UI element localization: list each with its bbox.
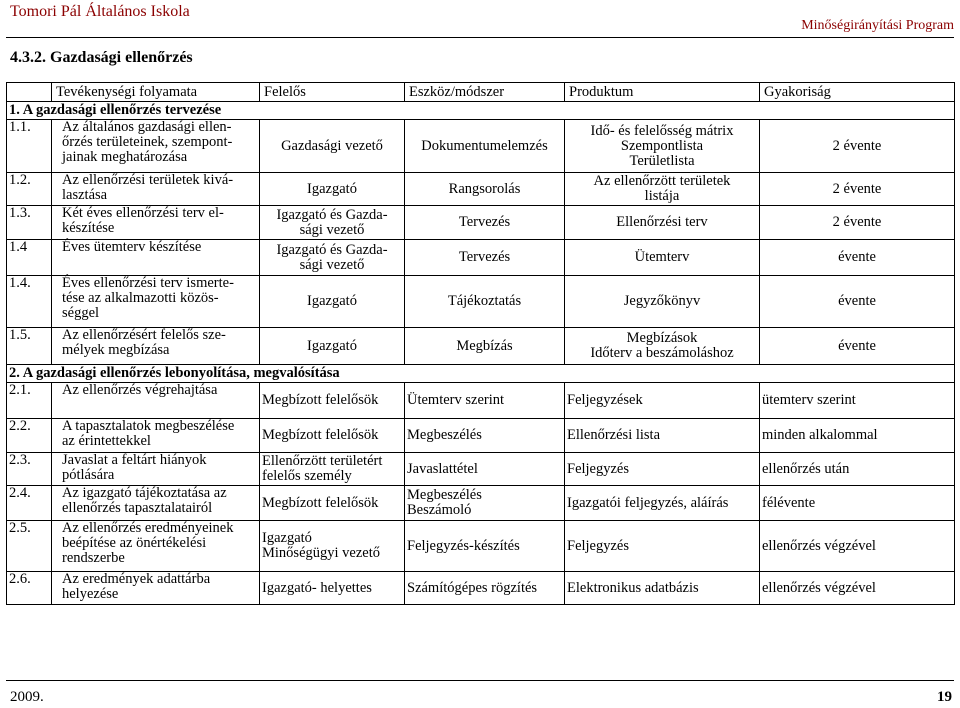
responsible-cell [260, 328, 405, 365]
activity-cell-line: őrzés területeinek, szempont- [62, 134, 233, 150]
activity-cell [52, 521, 260, 572]
method-cell-line: Beszámoló [407, 502, 472, 518]
row-number: 1.3. [7, 206, 52, 240]
row-number: 2.5. [7, 521, 52, 572]
product-cell-line: Jegyzőkönyv [623, 293, 701, 309]
activity-cell-line: ellenőrzés tapasztalatairól [62, 500, 213, 516]
activity-cell-line: Éves ellenőrzési terv ismerte- [62, 275, 234, 291]
frequency-cell [760, 328, 955, 365]
product-cell-line: Területlista [629, 152, 695, 169]
frequency-cell-line: 2 évente [832, 214, 882, 230]
table-row [7, 383, 955, 419]
footer-year: 2009. [10, 689, 44, 705]
table-row [7, 328, 955, 365]
product-cell [565, 521, 760, 572]
activity-cell [52, 276, 260, 328]
responsible-cell-line: Megbízott felelősök [262, 494, 379, 511]
method-cell-line: Tervezés [458, 214, 511, 230]
table-body [7, 83, 955, 605]
product-cell-line: Megbízások [626, 330, 698, 346]
responsible-cell-line: Ellenőrzött területért [262, 453, 383, 469]
product-cell [565, 572, 760, 605]
responsible-cell-line: Igazgató és Gazda- [276, 206, 388, 223]
row-number: 1.4. [7, 276, 52, 328]
activity-cell [52, 173, 260, 206]
table-row [7, 521, 955, 572]
product-cell [565, 486, 760, 521]
responsible-cell-line: Megbízott felelősök [262, 427, 379, 443]
group-row-execution [7, 365, 955, 383]
frequency-cell-line: ütemterv szerint [762, 392, 856, 408]
activity-cell-line: beépítése az önértékelési [62, 535, 207, 551]
section-title: 4.3.2. Gazdasági ellenőrzés [10, 49, 193, 66]
responsible-cell-line: Igazgató [307, 293, 357, 309]
method-cell [405, 486, 565, 521]
activity-cell-line: pótlására [62, 467, 115, 483]
product-cell [565, 173, 760, 206]
frequency-cell [760, 383, 955, 419]
frequency-cell [760, 240, 955, 276]
product-cell-line: Ütemterv [634, 249, 690, 265]
activity-cell-line: készítése [62, 220, 115, 236]
product-cell-line: Szempontlista [620, 137, 704, 154]
activity-cell-line: lasztása [62, 187, 108, 203]
method-cell [405, 173, 565, 206]
frequency-cell-line: 2 évente [832, 180, 882, 197]
activity-cell [52, 419, 260, 453]
activity-cell-line: az érintettekkel [62, 433, 151, 449]
frequency-cell [760, 486, 955, 521]
activity-cell-line: séggel [62, 305, 100, 321]
product-cell [565, 206, 760, 240]
product-cell-line: Feljegyzések [567, 392, 643, 408]
responsible-cell [260, 120, 405, 173]
activity-cell-line: helyezése [62, 586, 119, 602]
table-row [7, 453, 955, 486]
product-cell-line: Idő- és felelősség mátrix [590, 122, 734, 139]
responsible-cell [260, 383, 405, 419]
table-row [7, 572, 955, 605]
activity-cell-line: Az általános gazdasági ellen- [62, 119, 232, 135]
product-cell-line: Az ellenőrzött területek [593, 173, 731, 189]
frequency-cell-line: évente [838, 337, 876, 354]
activity-cell [52, 328, 260, 365]
responsible-cell-line: sági vezető [299, 221, 365, 238]
responsible-cell [260, 521, 405, 572]
group-title: 1. A gazdasági ellenőrzés tervezése [7, 102, 955, 120]
activity-cell-line: Az igazgató tájékoztatása az [62, 485, 227, 501]
activity-cell-line: Az ellenőrzés eredményeinek [62, 520, 234, 536]
method-cell [405, 453, 565, 486]
frequency-cell [760, 521, 955, 572]
col-header-product: Produktum [565, 83, 760, 102]
product-cell-line: Időterv a beszámoláshoz [590, 345, 734, 361]
product-cell [565, 383, 760, 419]
responsible-cell-line: felelős személy [262, 468, 352, 484]
activity-cell-line: rendszerbe [62, 550, 125, 566]
row-number: 1.2. [7, 173, 52, 206]
row-number: 2.3. [7, 453, 52, 486]
responsible-cell [260, 419, 405, 453]
activity-cell [52, 453, 260, 486]
method-cell [405, 572, 565, 605]
table-row [7, 419, 955, 453]
frequency-cell [760, 453, 955, 486]
product-cell [565, 240, 760, 276]
product-cell-line: Ellenőrzési terv [616, 214, 708, 230]
row-number: 2.4. [7, 486, 52, 521]
col-header-activity: Tevékenységi folyamata [52, 83, 260, 102]
responsible-cell [260, 486, 405, 521]
activity-cell-line: Az ellenőrzés végrehajtása [62, 382, 218, 398]
method-cell [405, 521, 565, 572]
responsible-cell-line: Igazgató- helyettes [262, 579, 372, 596]
product-cell [565, 276, 760, 328]
group-row-planning [7, 102, 955, 120]
product-cell-line: Elektronikus adatbázis [567, 579, 699, 596]
col-header-frequency: Gyakoriság [760, 83, 955, 102]
row-number: 1.4 [7, 240, 52, 276]
activity-cell [52, 383, 260, 419]
frequency-cell-line: félévente [762, 494, 816, 511]
responsible-cell-line: sági vezető [299, 256, 365, 273]
table-row [7, 206, 955, 240]
responsible-cell [260, 453, 405, 486]
frequency-cell-line: évente [838, 293, 876, 309]
method-cell-line: Feljegyzés-készítés [407, 537, 520, 554]
activity-cell-line: Két éves ellenőrzési terv el- [62, 205, 224, 221]
frequency-cell-line: évente [838, 249, 876, 265]
product-cell [565, 328, 760, 365]
header-spacer [7, 83, 52, 102]
method-cell [405, 276, 565, 328]
activity-cell-line: jainak meghatározása [62, 149, 188, 165]
header-rule [6, 37, 954, 38]
activity-cell-line: Az eredmények adattárba [62, 571, 211, 587]
responsible-cell [260, 572, 405, 605]
responsible-cell-line: Igazgató és Gazda- [276, 241, 388, 258]
activity-cell [52, 240, 260, 276]
row-number: 2.1. [7, 383, 52, 419]
responsible-cell-line: Gazdasági vezető [281, 137, 383, 154]
row-number: 2.2. [7, 419, 52, 453]
product-cell [565, 120, 760, 173]
responsible-cell [260, 276, 405, 328]
activity-cell-line: Az ellenőrzésért felelős sze- [62, 327, 226, 343]
activity-cell [52, 486, 260, 521]
activity-cell-line: Az ellenőrzési területek kivá- [62, 172, 234, 188]
method-cell [405, 383, 565, 419]
method-cell-line: Dokumentumelemzés [421, 137, 548, 154]
responsible-cell-line: Igazgató [307, 337, 357, 354]
frequency-cell-line: minden alkalommal [762, 427, 878, 443]
method-cell [405, 419, 565, 453]
control-table [6, 82, 955, 605]
row-number: 2.6. [7, 572, 52, 605]
method-cell-line: Megbeszélés [407, 427, 482, 443]
frequency-cell [760, 419, 955, 453]
activity-cell-line: Javaslat a feltárt hiányok [62, 452, 207, 468]
row-number: 1.1. [7, 120, 52, 173]
table-row [7, 276, 955, 328]
method-cell-line: Számítógépes rögzítés [407, 579, 538, 596]
table-header-row [7, 83, 955, 102]
frequency-cell-line: 2 évente [832, 137, 882, 154]
frequency-cell-line: ellenőrzés végzével [762, 579, 876, 596]
activity-cell [52, 120, 260, 173]
page-number: 19 [937, 689, 952, 705]
method-cell [405, 206, 565, 240]
program-title: Minőségirányítási Program [801, 18, 954, 33]
row-number: 1.5. [7, 328, 52, 365]
responsible-cell-line: Igazgató [262, 530, 312, 546]
frequency-cell [760, 206, 955, 240]
footer-rule [6, 680, 954, 681]
method-cell-line: Megbízás [456, 337, 513, 354]
responsible-cell [260, 240, 405, 276]
product-cell-line: Feljegyzés [567, 537, 630, 554]
activity-cell [52, 572, 260, 605]
activity-cell-line: Éves ütemterv készítése [62, 239, 202, 255]
product-cell-line: Feljegyzés [567, 460, 630, 477]
frequency-cell [760, 276, 955, 328]
table-row [7, 486, 955, 521]
activity-cell [52, 206, 260, 240]
frequency-cell [760, 173, 955, 206]
col-header-method: Eszköz/módszer [405, 83, 565, 102]
responsible-cell [260, 173, 405, 206]
method-cell-line: Javaslattétel [407, 460, 478, 477]
responsible-cell-line: Minőségügyi vezető [262, 545, 380, 561]
product-cell [565, 419, 760, 453]
group-title: 2. A gazdasági ellenőrzés lebonyolítása, megvalósítása [7, 365, 955, 383]
method-cell [405, 328, 565, 365]
responsible-cell [260, 206, 405, 240]
method-cell [405, 120, 565, 173]
method-cell [405, 240, 565, 276]
product-cell-line: Igazgatói feljegyzés, aláírás [567, 494, 729, 511]
responsible-cell-line: Igazgató [307, 180, 357, 197]
activity-cell-line: tése az alkalmazotti közös- [62, 290, 219, 306]
frequency-cell [760, 120, 955, 173]
product-cell [565, 453, 760, 486]
method-cell-line: Rangsorolás [448, 180, 521, 197]
method-cell-line: Tervezés [458, 249, 511, 265]
method-cell-line: Megbeszélés [407, 487, 482, 503]
activity-cell-line: A tapasztalatok megbeszélése [62, 418, 235, 434]
product-cell-line: listája [644, 188, 680, 204]
col-header-responsible: Felelős [260, 83, 405, 102]
school-name: Tomori Pál Általános Iskola [10, 3, 190, 20]
product-cell-line: Ellenőrzési lista [567, 427, 661, 443]
responsible-cell-line: Megbízott felelősök [262, 392, 379, 408]
table-row [7, 240, 955, 276]
method-cell-line: Ütemterv szerint [407, 392, 505, 408]
table-row [7, 120, 955, 173]
frequency-cell-line: ellenőrzés után [762, 460, 850, 477]
frequency-cell [760, 572, 955, 605]
activity-cell-line: mélyek megbízása [62, 342, 170, 358]
method-cell-line: Tájékoztatás [447, 293, 522, 309]
table-row [7, 173, 955, 206]
frequency-cell-line: ellenőrzés végzével [762, 537, 876, 554]
